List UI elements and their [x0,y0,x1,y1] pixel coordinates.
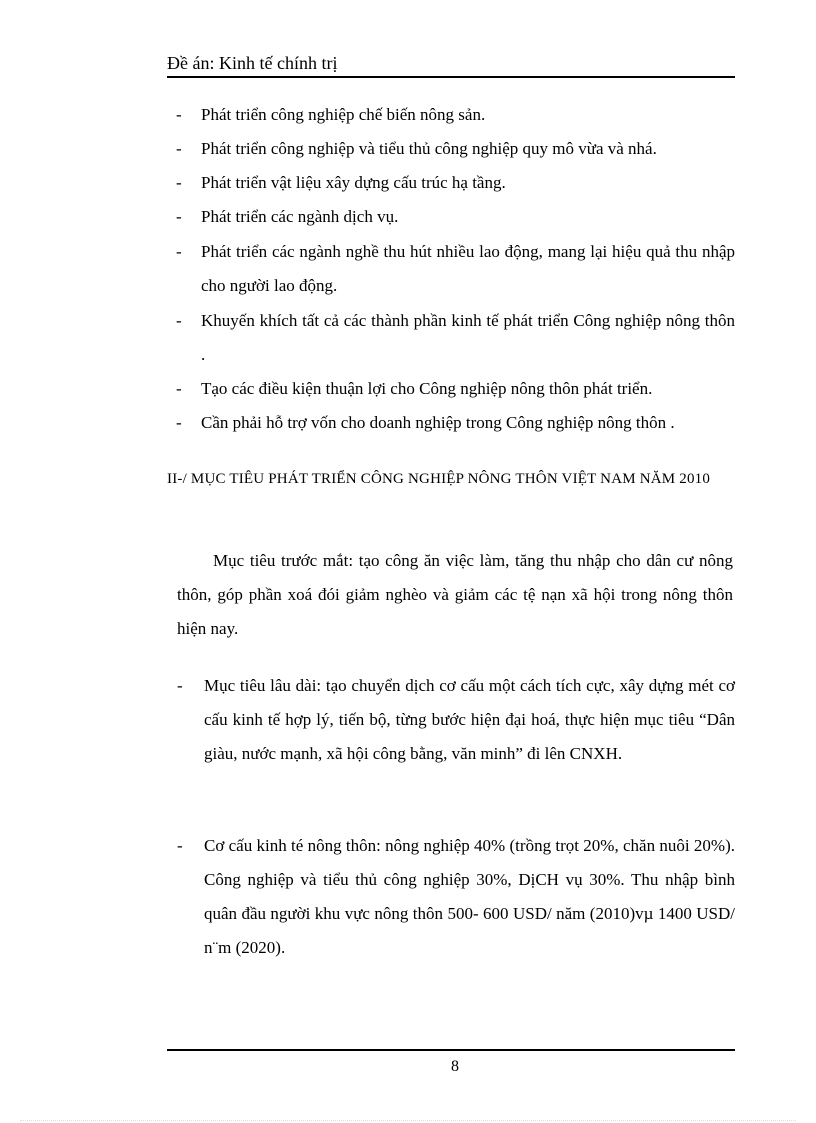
page-edge-dots [20,1120,796,1121]
list-item [167,372,735,406]
list-item-text: Cơ cấu kinh té nông thôn: nông nghiệp 40% (trồng trọt 20%, chăn nuôi 20%). Công nghiệp và tiểu thủ công nghiệp 30%, DịCH vụ 30%. Thu nhập bình quân đầu người khu vực nông thôn 500- 600 USD/ năm (2010)vµ 1400 USD/ n¨m (2020). [204,836,735,957]
list-item-text: Tạo các điều kiện thuận lợi cho Công nghiệp nông thôn phát triển. [201,379,653,398]
bullet-dash: - [176,105,182,124]
list-item-text: Khuyến khích tất cả các thành phần kinh tế phát triển Công nghiệp nông thôn . [201,311,735,364]
bullet-dash: - [176,242,182,261]
list-item [167,406,735,440]
section-heading: II-/ MỤC TIÊU PHÁT TRIỂN CÔNG NGHIỆP NÔNG THÔN VIỆT NAM NĂM 2010 [167,471,711,487]
bullet-dash: - [176,379,182,398]
list-item [167,235,735,303]
bullet-dash: - [177,676,183,695]
bullet-dash: - [176,207,182,226]
list-item-text: Phát triển các ngành nghề thu hút nhiều lao động, mang lại hiệu quả thu nhập cho người lao động. [201,242,735,295]
page-number: 8 [451,1058,459,1075]
list-item [167,200,735,234]
page-header-title: Đề án: Kinh tế chính trị [167,53,338,73]
list-item [167,669,735,771]
list-item-text: Phát triển các ngành dịch vụ. [201,207,399,226]
bullet-dash: - [176,311,182,330]
list-item-text: Phát triển công nghiệp chế biến nông sản. [201,105,486,124]
list-item-text: Mục tiêu lâu dài: tạo chuyển dịch cơ cấu một cách tích cực, xây dựng mét cơ cấu kinh tế hợp lý, tiến bộ, từng bước hiện đại hoá, thực hiện mục tiêu “Dân giàu, nước mạnh, xã hội công bằng, văn minh” đi lên CNXH. [204,676,735,763]
intro-paragraph: Mục tiêu trước mắt: tạo công ăn việc làm, tăng thu nhập cho dân cư nông thôn, góp phần xoá đói giảm nghèo và giảm các tệ nạn xã hội trong nông thôn hiện nay. [177,551,733,638]
list-item-text: Phát triển công nghiệp và tiểu thủ công nghiệp quy mô vừa và nhá. [201,139,657,158]
list-item [167,304,735,372]
bullet-dash: - [176,173,182,192]
footer-divider [167,1049,735,1051]
bullet-dash: - [176,139,182,158]
header-divider [167,76,735,78]
list-item-text: Cần phải hỗ trợ vốn cho doanh nghiệp trong Công nghiệp nông thôn . [201,413,675,432]
list-item [167,166,735,200]
list-item [167,829,735,965]
list-item [167,98,735,132]
list-item-text: Phát triển vật liệu xây dựng cấu trúc hạ tầng. [201,173,506,192]
bullet-dash: - [177,836,183,855]
bullet-dash: - [176,413,182,432]
list-item [167,132,735,166]
